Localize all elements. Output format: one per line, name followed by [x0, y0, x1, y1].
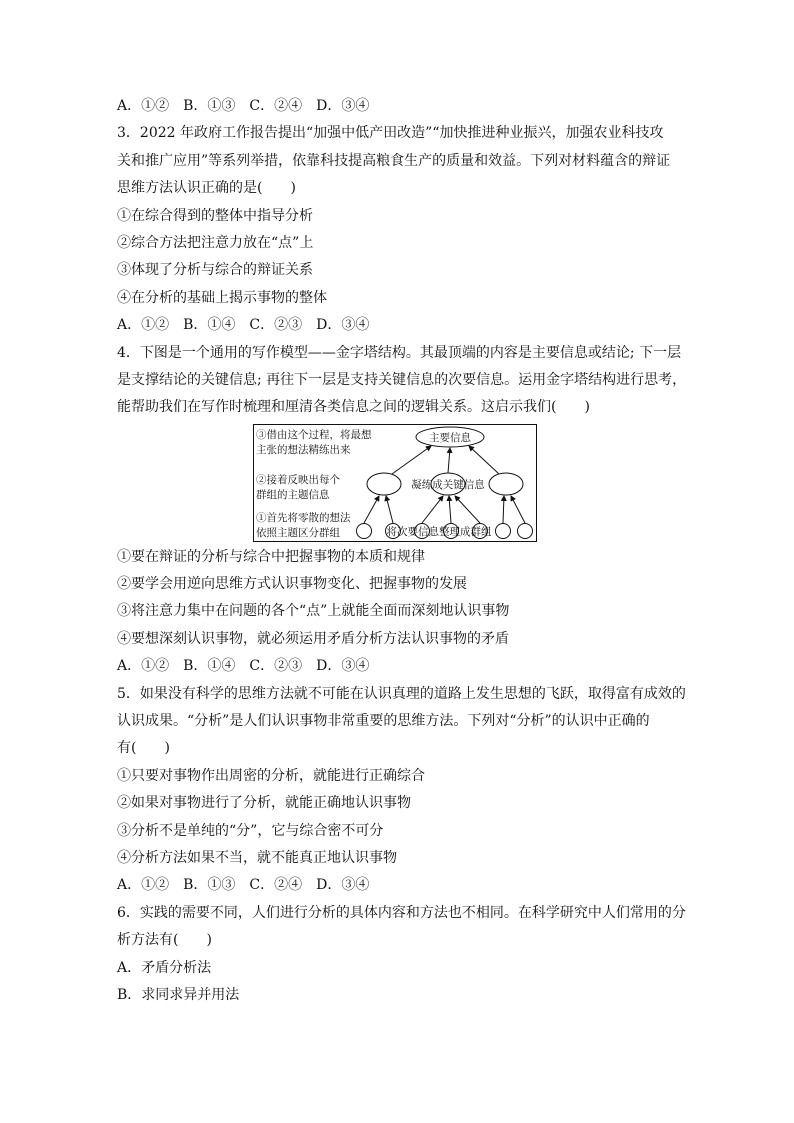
q6-stem-line-2: 析方法有( ): [117, 932, 212, 949]
q4-stem-line-2: 是支撑结论的关键信息; 再往下一层是支持关键信息的次要信息。运用金字塔结构进行思考，: [117, 371, 687, 388]
q3-item-1: ①在综合得到的整体中指导分析: [117, 207, 313, 224]
q4-item-2: ②要学会用逆向思维方式认识事物变化、把握事物的发展: [117, 576, 467, 593]
q5-stem-line-3: 有( ): [117, 740, 170, 757]
q3-options: A．①② B．①④ C．②③ D．③④: [117, 317, 370, 334]
question-3: [117, 120, 683, 339]
q3-item-3: ③体现了分析与综合的辩证关系: [117, 262, 313, 279]
middle-ellipse-left: [367, 473, 401, 495]
q4-item-1: ①要在辩证的分析与综合中把握事物的本质和规律: [117, 548, 425, 565]
q4-item-4: ④要想深刻认识事物，就必须运用矛盾分析方法认识事物的矛盾: [117, 630, 509, 647]
figure-step3-line2: 主张的想法精练出来: [256, 443, 351, 456]
q5-item-3: ③分析不是单纯的“分”，它与综合密不可分: [117, 822, 384, 839]
figure-step2-line1: ②接着反映出每个: [256, 473, 340, 486]
q6-option-b: B．求同求异并用法: [117, 986, 240, 1003]
q2-options: A．①② B．①③ C．②④ D．③④: [117, 98, 370, 114]
q4-stem-line-3: 能帮助我们在写作时梳理和厘清各类信息之间的逻辑关系。这启示我们( ): [117, 399, 590, 416]
bottom-circle-6: [496, 523, 511, 538]
question-4: [117, 340, 687, 681]
figure-step2-line2: 群组的主题信息: [256, 488, 330, 501]
q5-item-1: ①只要对事物作出周密的分析，就能进行正确综合: [117, 767, 425, 784]
q3-stem-line-1: 3．2022 年政府工作报告提出“加强中低产田改造”“加快推进种业振兴，加强农业科技攻: [117, 125, 664, 142]
q3-stem-line-2: 关和推广应用”等系列举措，依靠科技提高粮食生产的质量和效益。下列对材料蕴含的辩证: [117, 152, 671, 169]
pyramid-structure-figure: [253, 424, 537, 542]
middle-ellipse-right: [489, 473, 523, 495]
question-5: [117, 681, 686, 900]
q4-stem-line-1: 4．下图是一个通用的写作模型——金字塔结构。其最顶端的内容是主要信息或结论; 下一层: [117, 344, 682, 361]
document-page: [117, 93, 687, 1009]
q6-stem-line-1: 6．实践的需要不同，人们进行分析的具体内容和方法也不相同。在科学研究中人们常用的分: [117, 904, 686, 921]
bottom-circle-7: [518, 523, 533, 538]
q6-option-a: A．矛盾分析法: [117, 959, 212, 976]
q5-item-4: ④分析方法如果不当，就不能真正地认识事物: [117, 849, 397, 866]
figure-top-label: 主要信息: [429, 431, 471, 444]
q4-item-3: ③将注意力集中在问题的各个“点”上就能全面而深刻地认识事物: [117, 603, 510, 620]
figure-middle-label: 凝练成关键信息: [411, 478, 485, 491]
q3-item-2: ②综合方法把注意力放在“点”上: [117, 234, 314, 251]
q5-stem-line-2: 认识成果。“分析”是人们认识事物非常重要的思维方法。下列对“分析”的认识中正确的: [117, 713, 650, 730]
figure-step1-line1: ①首先将零散的想法: [256, 511, 351, 524]
q5-stem-line-1: 5．如果没有科学的思维方法就不可能在认识真理的道路上发生思想的飞跃，取得富有成效的: [117, 685, 686, 702]
figure-step3-line1: ③借由这个过程，将最想: [256, 428, 372, 441]
question-6: [117, 900, 686, 1010]
figure-bottom-label: 将次要信息整理成群组: [386, 525, 492, 538]
q3-stem-line-3: 思维方法认识正确的是( ): [117, 180, 296, 197]
figure-step1-line2: 依照主题区分群组: [256, 526, 340, 539]
q5-options: A．①② B．①③ C．②④ D．③④: [117, 877, 370, 894]
q5-item-2: ②如果对事物进行了分析，就能正确地认识事物: [117, 795, 411, 812]
q4-options: A．①② B．①④ C．②③ D．③④: [117, 658, 370, 675]
bottom-circle-1: [357, 523, 372, 538]
q3-item-4: ④在分析的基础上揭示事物的整体: [117, 289, 327, 306]
